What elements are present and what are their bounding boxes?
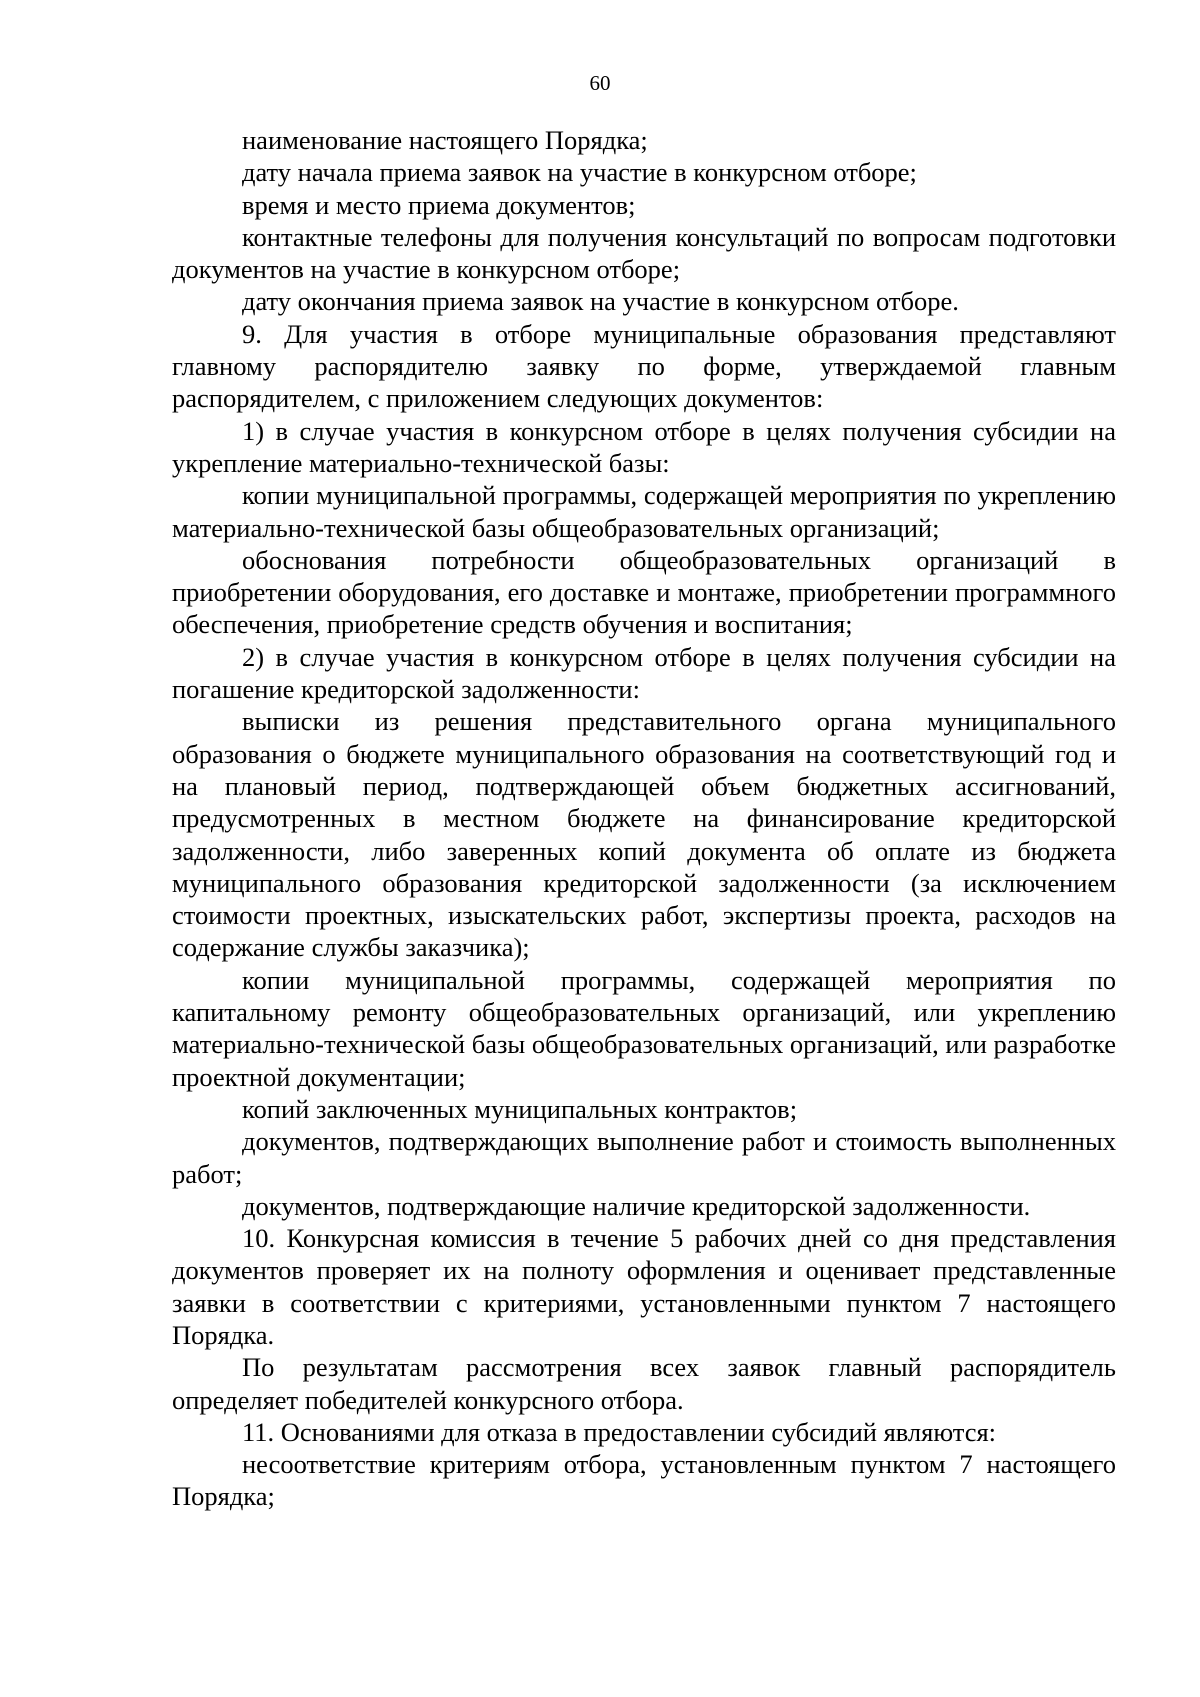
paragraph: 9. Для участия в отборе муниципальные образования представляют главному распорядителю заявку по форме, утверждаемой главным распорядителем, с приложением следующих документов: [172, 318, 1116, 414]
paragraph: копий заключенных муниципальных контрактов; [242, 1093, 798, 1124]
paragraph: По результатам рассмотрения всех заявок главный распорядитель определяет победителей конкурсного отбора. [172, 1352, 1116, 1415]
page-number: 60 [589, 71, 611, 95]
paragraph: 11. Основаниями для отказа в предоставлении субсидий являются: [242, 1416, 997, 1447]
paragraph: обоснования потребности общеобразовательных организаций в приобретении оборудования, его доставке и монтаже, приобретении программного обеспечения, приобретение средств обучения и воспитания; [172, 544, 1116, 640]
paragraph: дату окончания приема заявок на участие в конкурсном отборе. [242, 286, 959, 317]
document-body [172, 124, 1116, 1513]
paragraph: документов, подтверждающие наличие кредиторской задолженности. [242, 1190, 1031, 1221]
paragraph: выписки из решения представительного органа муниципального образования о бюджете муниципального образования на соответствующий год и на плановый период, подтверждающей объем бюджетных ассигнований, предусмотренных в местном бюджете на финансирование кредиторской задолженности, либо заверенных копий документа об оплате из бюджета муниципального образования кредиторской задолженности (за исключением стоимости проектных, изыскательских работ, экспертизы проекта, расходов на содержание службы заказчика); [172, 706, 1116, 963]
paragraph: несоответствие критериям отбора, установленным пунктом 7 настоящего Порядка; [172, 1449, 1116, 1512]
paragraph: документов, подтверждающих выполнение работ и стоимость выполненных работ; [172, 1126, 1116, 1189]
paragraph: дату начала приема заявок на участие в конкурсном отборе; [242, 157, 917, 188]
paragraph: копии муниципальной программы, содержащей мероприятия по капитальному ремонту общеобразовательных организаций, или укреплению материально-технической базы общеобразовательных организаций, или разработке проектной документации; [172, 964, 1116, 1092]
paragraph: контактные телефоны для получения консультаций по вопросам подготовки документов на участие в конкурсном отборе; [172, 221, 1116, 285]
paragraph: 2) в случае участия в конкурсном отборе в целях получения субсидии на погашение кредиторской задолженности: [172, 641, 1116, 705]
paragraph: копии муниципальной программы, содержащей мероприятия по укреплению материально-технической базы общеобразовательных организаций; [172, 480, 1116, 543]
paragraph: время и место приема документов; [242, 189, 636, 220]
paragraph: 1) в случае участия в конкурсном отборе в целях получения субсидии на укрепление материально-технической базы: [172, 415, 1116, 478]
paragraph: 10. Конкурсная комиссия в течение 5 рабочих дней со дня представления документов проверяет их на полноту оформления и оценивает представленные заявки в соответствии с критериями, установленными пунктом 7 настоящего Порядка. [172, 1223, 1116, 1350]
paragraph: наименование настоящего Порядка; [242, 125, 648, 155]
